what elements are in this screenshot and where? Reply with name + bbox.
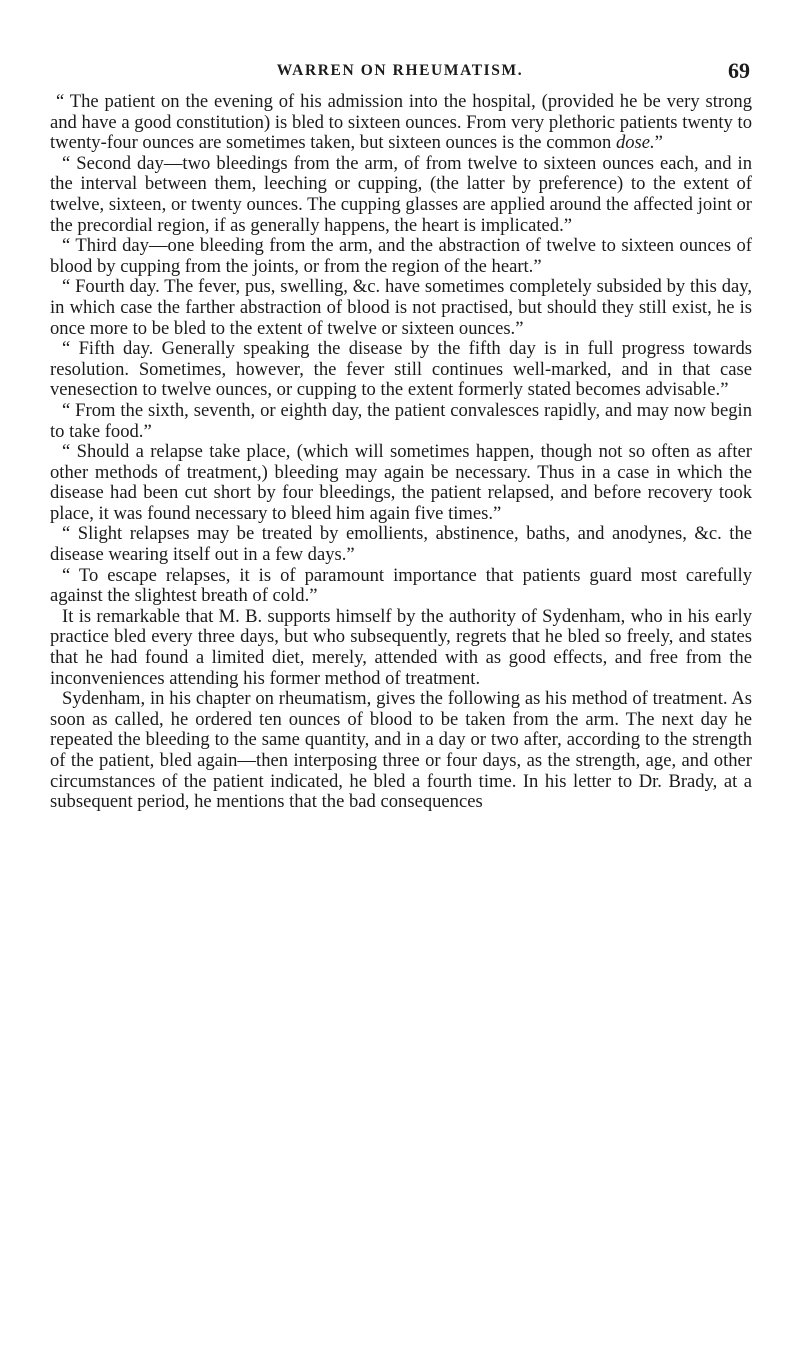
paragraph-escape-relapses: “ To escape relapses, it is of paramount importance that patients guard most carefully against the slightest breath of cold.” — [50, 564, 752, 607]
paragraph-slight-relapses: “ Slight relapses may be treated by emollients, abstinence, baths, and anodynes, &c. the disease wearing itself out in a few days.” — [50, 523, 752, 566]
paragraph-relapse: “ Should a relapse take place, (which will sometimes happen, though not so often as after other methods of treatment,) bleeding may again be necessary. Thus in a case in which the disease had been cut short by four bleedings, the patient relapsed, and before recovery took place, it was found necessary to bleed him again five times.” — [50, 441, 752, 524]
paragraph-fourth-day: “ Fourth day. The fever, pus, swelling, &c. have sometimes completely subsided by this day, in which case the farther abstraction of blood is not practised, but should they still exist, he is once more to be bled to the extent of twelve or sixteen ounces.” — [50, 276, 752, 339]
paragraph-sydenham-authority: It is remarkable that M. B. supports himself by the authority of Sydenham, who in his early practice bled every three days, but who subsequently, regrets that he bled so freely, and states that he had found a limited diet, merely, attended with as good effects, and free from the inconveniences attending his former method of treatment. — [50, 605, 752, 689]
body-text — [50, 92, 752, 813]
paragraph-admission-bleeding — [50, 92, 752, 154]
paragraph-text: “ The patient on the evening of his admission into the hospital, (provided he be very strong and have a good constitution) is bled to sixteen ounces. From very plethoric patients twenty to twenty-four ounces are sometimes taken, but sixteen ounces is the common — [50, 91, 752, 154]
running-title: WARREN ON RHEUMATISM. — [276, 62, 524, 79]
paragraph-fifth-day: “ Fifth day. Generally speaking the disease by the fifth day is in full progress towards resolution. Sometimes, however, the fever still continues well-marked, and in that case venesection to twelve ounces, or cupping to the extent formerly stated becomes advisable.” — [50, 338, 752, 401]
paragraph-closing-quote: ” — [654, 132, 663, 154]
running-head — [50, 58, 750, 90]
page-number: 69 — [728, 58, 750, 83]
paragraph-second-day: “ Second day—two bleedings from the arm, of from twelve to sixteen ounces each, and in the interval between them, leeching or cupping, (the latter by preference) to the extent of twelve, sixteen, or twenty ounces. The cupping glasses are applied around the affected joint or the precordial region, if as generally happens, the heart is implicated.” — [50, 152, 752, 236]
paragraph-third-day: “ Third day—one bleeding from the arm, and the abstraction of twelve to sixteen ounces of blood by cupping from the joints, or from the region of the heart.” — [50, 235, 752, 277]
paragraph-convalescence: “ From the sixth, seventh, or eighth day, the patient convalesces rapidly, and may now begin to take food.” — [50, 399, 752, 442]
paragraph-emphasis: dose. — [615, 132, 655, 154]
paragraph-sydenham-method: Sydenham, in his chapter on rheumatism, gives the following as his method of treatment. As soon as called, he ordered ten ounces of blood to be taken from the arm. The next day he repeated the bleeding to the same quantity, and in a day or two after, according to the strength of the patient, bled again—then interposing three or four days, as the strength, age, and other circumstances of the patient indicated, he bled a fourth time. In his letter to Dr. Brady, at a subsequent period, he mentions that the bad consequences — [50, 688, 752, 813]
